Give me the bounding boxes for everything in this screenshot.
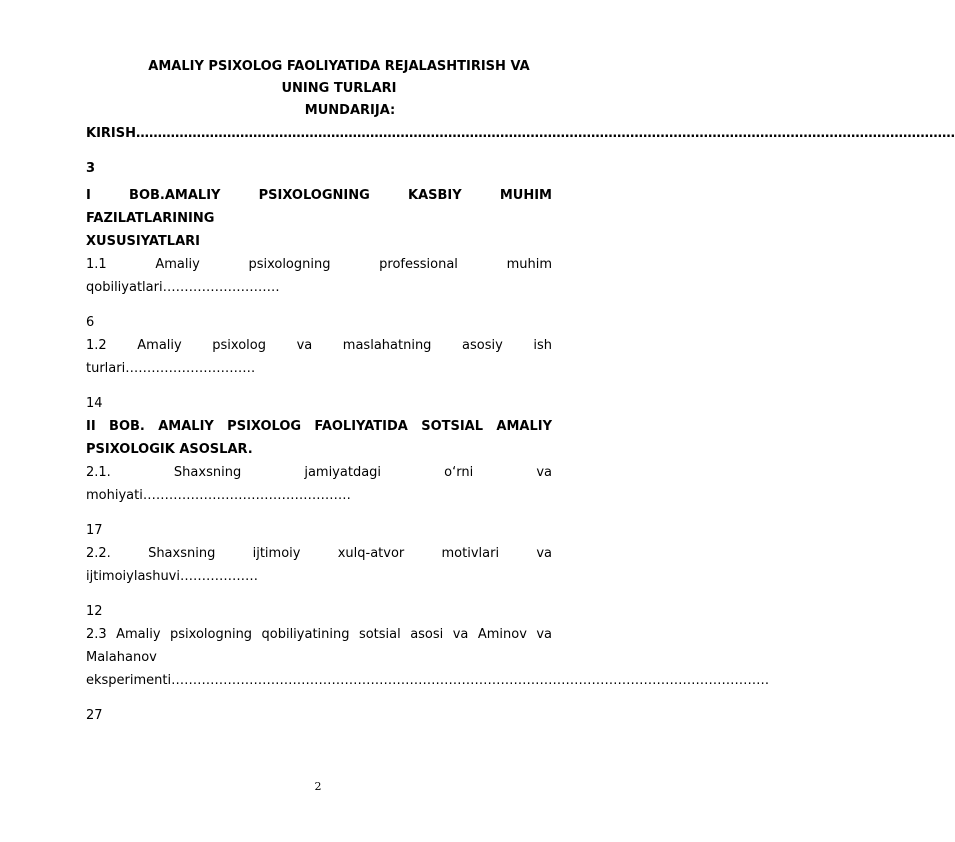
toc-section-1-1-line-2: qobiliyatlari………………………	[86, 280, 280, 295]
toc-section-2-1-line-1: 2.1. Shaxsning jamiyatdagi o‘rni va	[86, 465, 552, 480]
toc-page-number: 6	[86, 315, 95, 330]
toc-page-number: 17	[86, 523, 103, 538]
document-title	[86, 56, 552, 122]
toc-section-1-2-line-1: 1.2 Amaliy psixolog va maslahatning asosiy ish	[86, 338, 552, 353]
toc-section-2-3-line-2: Malahanov	[86, 650, 157, 665]
toc-page-number: 12	[86, 604, 103, 619]
toc-section-2-2-line-1: 2.2. Shaxsning ijtimoiy xulq-atvor motivlari va	[86, 546, 552, 561]
title-line-1: AMALIY PSIXOLOG FAOLIYATIDA REJALASHTIRISH VA	[148, 59, 530, 74]
document-page	[86, 56, 955, 727]
toc-chapter-2-line-1: II BOB. AMALIY PSIXOLOG FAOLIYATIDA SOTSIAL AMALIY	[86, 419, 552, 434]
toc-chapter-2-line-2: PSIXOLOGIK ASOSLAR.	[86, 442, 253, 457]
toc-entry-kirish: KIRISH………………………………………………………………………………………………………………………………………………………………………	[86, 126, 955, 141]
toc-section-1-1-line-1: 1.1 Amaliy psixologning professional muhim	[86, 257, 552, 272]
toc-section-2-3-line-3: eksperimenti…………………………………………………………………………………………………………………………	[86, 673, 770, 688]
toc-chapter-1-line-2: FAZILATLARINING	[86, 211, 215, 226]
toc-page-number: 3	[86, 161, 96, 176]
toc-chapter-1-line-3: XUSUSIYATLARI	[86, 234, 200, 249]
toc-page-number: 27	[86, 708, 103, 723]
toc-section-2-3-line-1: 2.3 Amaliy psixologning qobiliyatining sotsial asosi va Aminov va	[86, 627, 552, 642]
toc-chapter-1-line-1: I BOB.AMALIY PSIXOLOGNING KASBIY MUHIM	[86, 188, 552, 203]
toc-section-2-1-line-2: mohiyati…………………………………………	[86, 488, 351, 503]
contents-heading: MUNDARIJA:	[304, 103, 396, 118]
toc-section-1-2-line-2: turlari…………………………	[86, 361, 256, 376]
page-number-footer: 2	[314, 780, 322, 793]
toc-page-number: 14	[86, 396, 103, 411]
title-line-2: UNING TURLARI	[281, 81, 397, 96]
toc-section-2-2-line-2: ijtimoiylashuvi………………	[86, 569, 258, 584]
